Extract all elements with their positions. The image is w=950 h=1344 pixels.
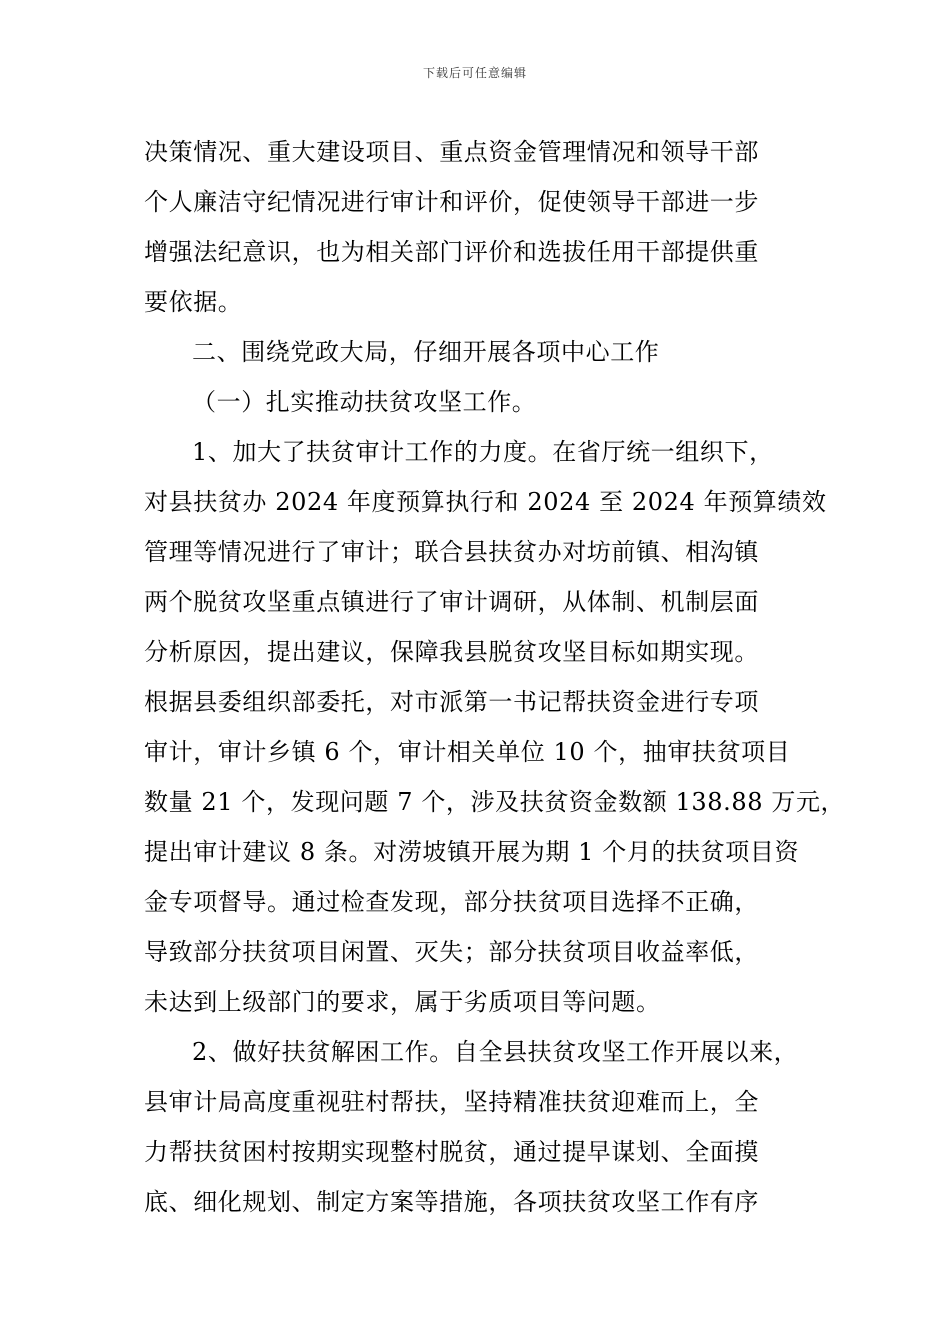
- text-line: 管理等情况进行了审计；联合县扶贫办对坊前镇、相沟镇: [144, 538, 759, 566]
- text-line: 增强法纪意识，也为相关部门评价和选拔任用干部提供重: [144, 238, 759, 266]
- text-line: 导致部分扶贫项目闲置、灭失；部分扶贫项目收益率低，: [144, 938, 759, 966]
- subsection-heading: （一）扎实推动扶贫攻坚工作。: [192, 388, 537, 416]
- text-line: 力帮扶贫困村按期实现整村脱贫，通过提早谋划、全面摸: [144, 1138, 759, 1166]
- text-line: 分析原因，提出建议，保障我县脱贫攻坚目标如期实现。: [144, 638, 759, 666]
- page-header: 下载后可任意编辑: [422, 66, 527, 80]
- text-line: 县审计局高度重视驻村帮扶，坚持精准扶贫迎难而上，全: [144, 1088, 759, 1116]
- text-line: 根据县委组织部委托，对市派第一书记帮扶资金进行专项: [144, 688, 759, 716]
- text-line: 数量 21 个，发现问题 7 个，涉及扶贫资金数额 138.88 万元，: [144, 788, 846, 816]
- text-line: 金专项督导。通过检查发现，部分扶贫项目选择不正确，: [144, 888, 759, 916]
- document-body: [144, 127, 846, 1227]
- paragraph-start: 1、加大了扶贫审计工作的力度。在省厅统一组织下，: [192, 438, 774, 466]
- paragraph-start: 2、做好扶贫解困工作。自全县扶贫攻坚工作开展以来，: [192, 1038, 799, 1066]
- text-line: 未达到上级部门的要求，属于劣质项目等问题。: [144, 988, 661, 1016]
- text-line: 要依据。: [144, 288, 243, 316]
- text-line: 提出审计建议 8 条。对涝坡镇开展为期 1 个月的扶贫项目资: [144, 838, 800, 866]
- section-heading: 二、围绕党政大局，仔细开展各项中心工作: [192, 338, 660, 366]
- text-line: 个人廉洁守纪情况进行审计和评价，促使领导干部进一步: [144, 188, 759, 216]
- text-line: 两个脱贫攻坚重点镇进行了审计调研，从体制、机制层面: [144, 588, 759, 616]
- text-line: 底、细化规划、制定方案等措施，各项扶贫攻坚工作有序: [144, 1188, 759, 1216]
- text-line: 决策情况、重大建设项目、重点资金管理情况和领导干部: [144, 138, 759, 166]
- text-line: 审计，审计乡镇 6 个，审计相关单位 10 个，抽审扶贫项目: [144, 738, 791, 766]
- text-line: 对县扶贫办 2024 年度预算执行和 2024 至 2024 年预算绩效: [144, 488, 827, 516]
